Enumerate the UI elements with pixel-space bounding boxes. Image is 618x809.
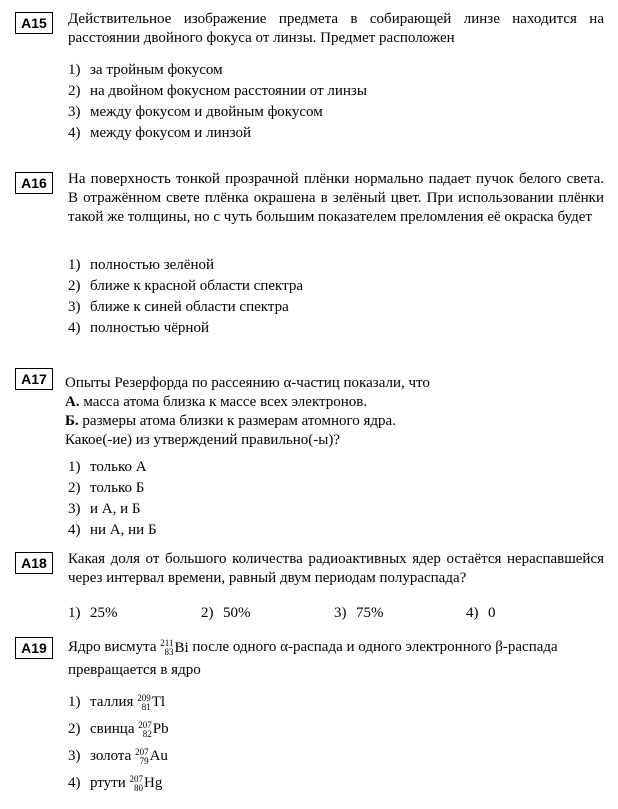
answer-options [68,457,608,541]
nucleus: 209 81 Tl [137,692,166,712]
answer-text: ртути [90,775,126,791]
answer-text: 25% [90,605,118,621]
answer-text: таллия [90,694,134,710]
answer-text: ни А, ни Б [90,522,157,538]
answer-text: золота [90,748,132,764]
answer-text: ближе к красной области спектра [90,278,304,294]
answer-option[interactable]: 4) ни А, ни Б [68,522,157,538]
statement-a: А. масса атома близка к массе всех электронов. [65,394,368,410]
answer-option[interactable]: 3) золота 207 79 Au [68,743,608,770]
answer-option[interactable]: 1) 25% [68,605,118,621]
answer-text: полностью чёрной [90,320,209,336]
question-number: A19 [15,637,53,659]
answer-text: только Б [90,480,145,496]
nucleus: 207 80 Hg [129,773,163,793]
question-text [65,374,601,450]
answer-text: 50% [223,605,251,621]
answer-text: за тройным фокусом [90,62,223,78]
question-line: Опыты Резерфорда по рассеянию α-частиц показали, что [65,375,430,391]
question-text: Ядро висмута 211 83 Bi после одного α-распада и одного электронного β-распада превращается в ядро [68,637,558,678]
answer-option[interactable]: 1) за тройным фокусом [68,62,223,78]
answer-text: между фокусом и двойным фокусом [90,104,323,120]
answer-option[interactable]: 3) и А, и Б [68,501,141,517]
answer-options [68,60,608,144]
question-number: A16 [15,172,53,194]
answer-option[interactable]: 1) только А [68,459,147,475]
question-line: Какое(-ие) из утверждений правильно(-ы)? [65,432,341,448]
answer-option[interactable]: 3) ближе к синей области спектра [68,299,289,315]
answer-options [68,603,608,624]
answer-text: 0 [488,605,496,621]
question-number: A15 [15,12,53,34]
answer-text: только А [90,459,147,475]
nucleus: 207 79 Au [135,746,168,766]
answer-option[interactable]: 2) свинца 207 82 Pb [68,716,608,743]
answer-options [68,255,608,339]
answer-option[interactable]: 4) ртути 207 80 Hg [68,770,608,797]
answer-text: ближе к синей области спектра [90,299,289,315]
answer-text: полностью зелёной [90,257,215,273]
answer-option[interactable]: 1) полностью зелёной [68,257,215,273]
answer-options [68,689,608,797]
answer-text: 75% [356,605,384,621]
statement-b: Б. размеры атома близки к размерам атомного ядра. [65,413,396,429]
nucleus: 207 82 Pb [138,719,169,739]
answer-option[interactable]: 2) на двойном фокусном расстоянии от линзы [68,83,367,99]
answer-text: и А, и Б [90,501,141,517]
question-text: На поверхность тонкой прозрачной плёнки нормально падает пучок белого света. В отражённом свете плёнка окрашена в зелёный цвет. При использовании плёнки такой же толщины, но с чуть большим показателем преломления её окраска будет [68,171,604,225]
answer-option[interactable]: 2) ближе к красной области спектра [68,278,304,294]
answer-text: свинца [90,721,135,737]
answer-option[interactable]: 1) таллия 209 81 Tl [68,689,608,716]
nucleus-bismuth: 211 83 Bi [160,637,189,657]
question-number: A17 [15,368,53,390]
answer-option[interactable]: 3) между фокусом и двойным фокусом [68,104,323,120]
answer-text: между фокусом и линзой [90,125,251,141]
answer-option[interactable]: 4) 0 [466,605,496,621]
answer-option[interactable]: 2) только Б [68,480,145,496]
question-text: Какая доля от большого количества радиоактивных ядер остаётся нераспавшейся через интервал времени, равный двум периодам полураспада? [68,551,604,586]
answer-option[interactable]: 3) 75% [334,605,384,621]
question-number: A18 [15,552,53,574]
answer-option[interactable]: 4) полностью чёрной [68,320,209,336]
answer-option[interactable]: 2) 50% [201,605,251,621]
question-text: Действительное изображение предмета в собирающей линзе находится на расстоянии двойного фокуса от линзы. Предмет расположен [68,11,604,46]
answer-text: на двойном фокусном расстоянии от линзы [90,83,367,99]
answer-option[interactable]: 4) между фокусом и линзой [68,125,251,141]
